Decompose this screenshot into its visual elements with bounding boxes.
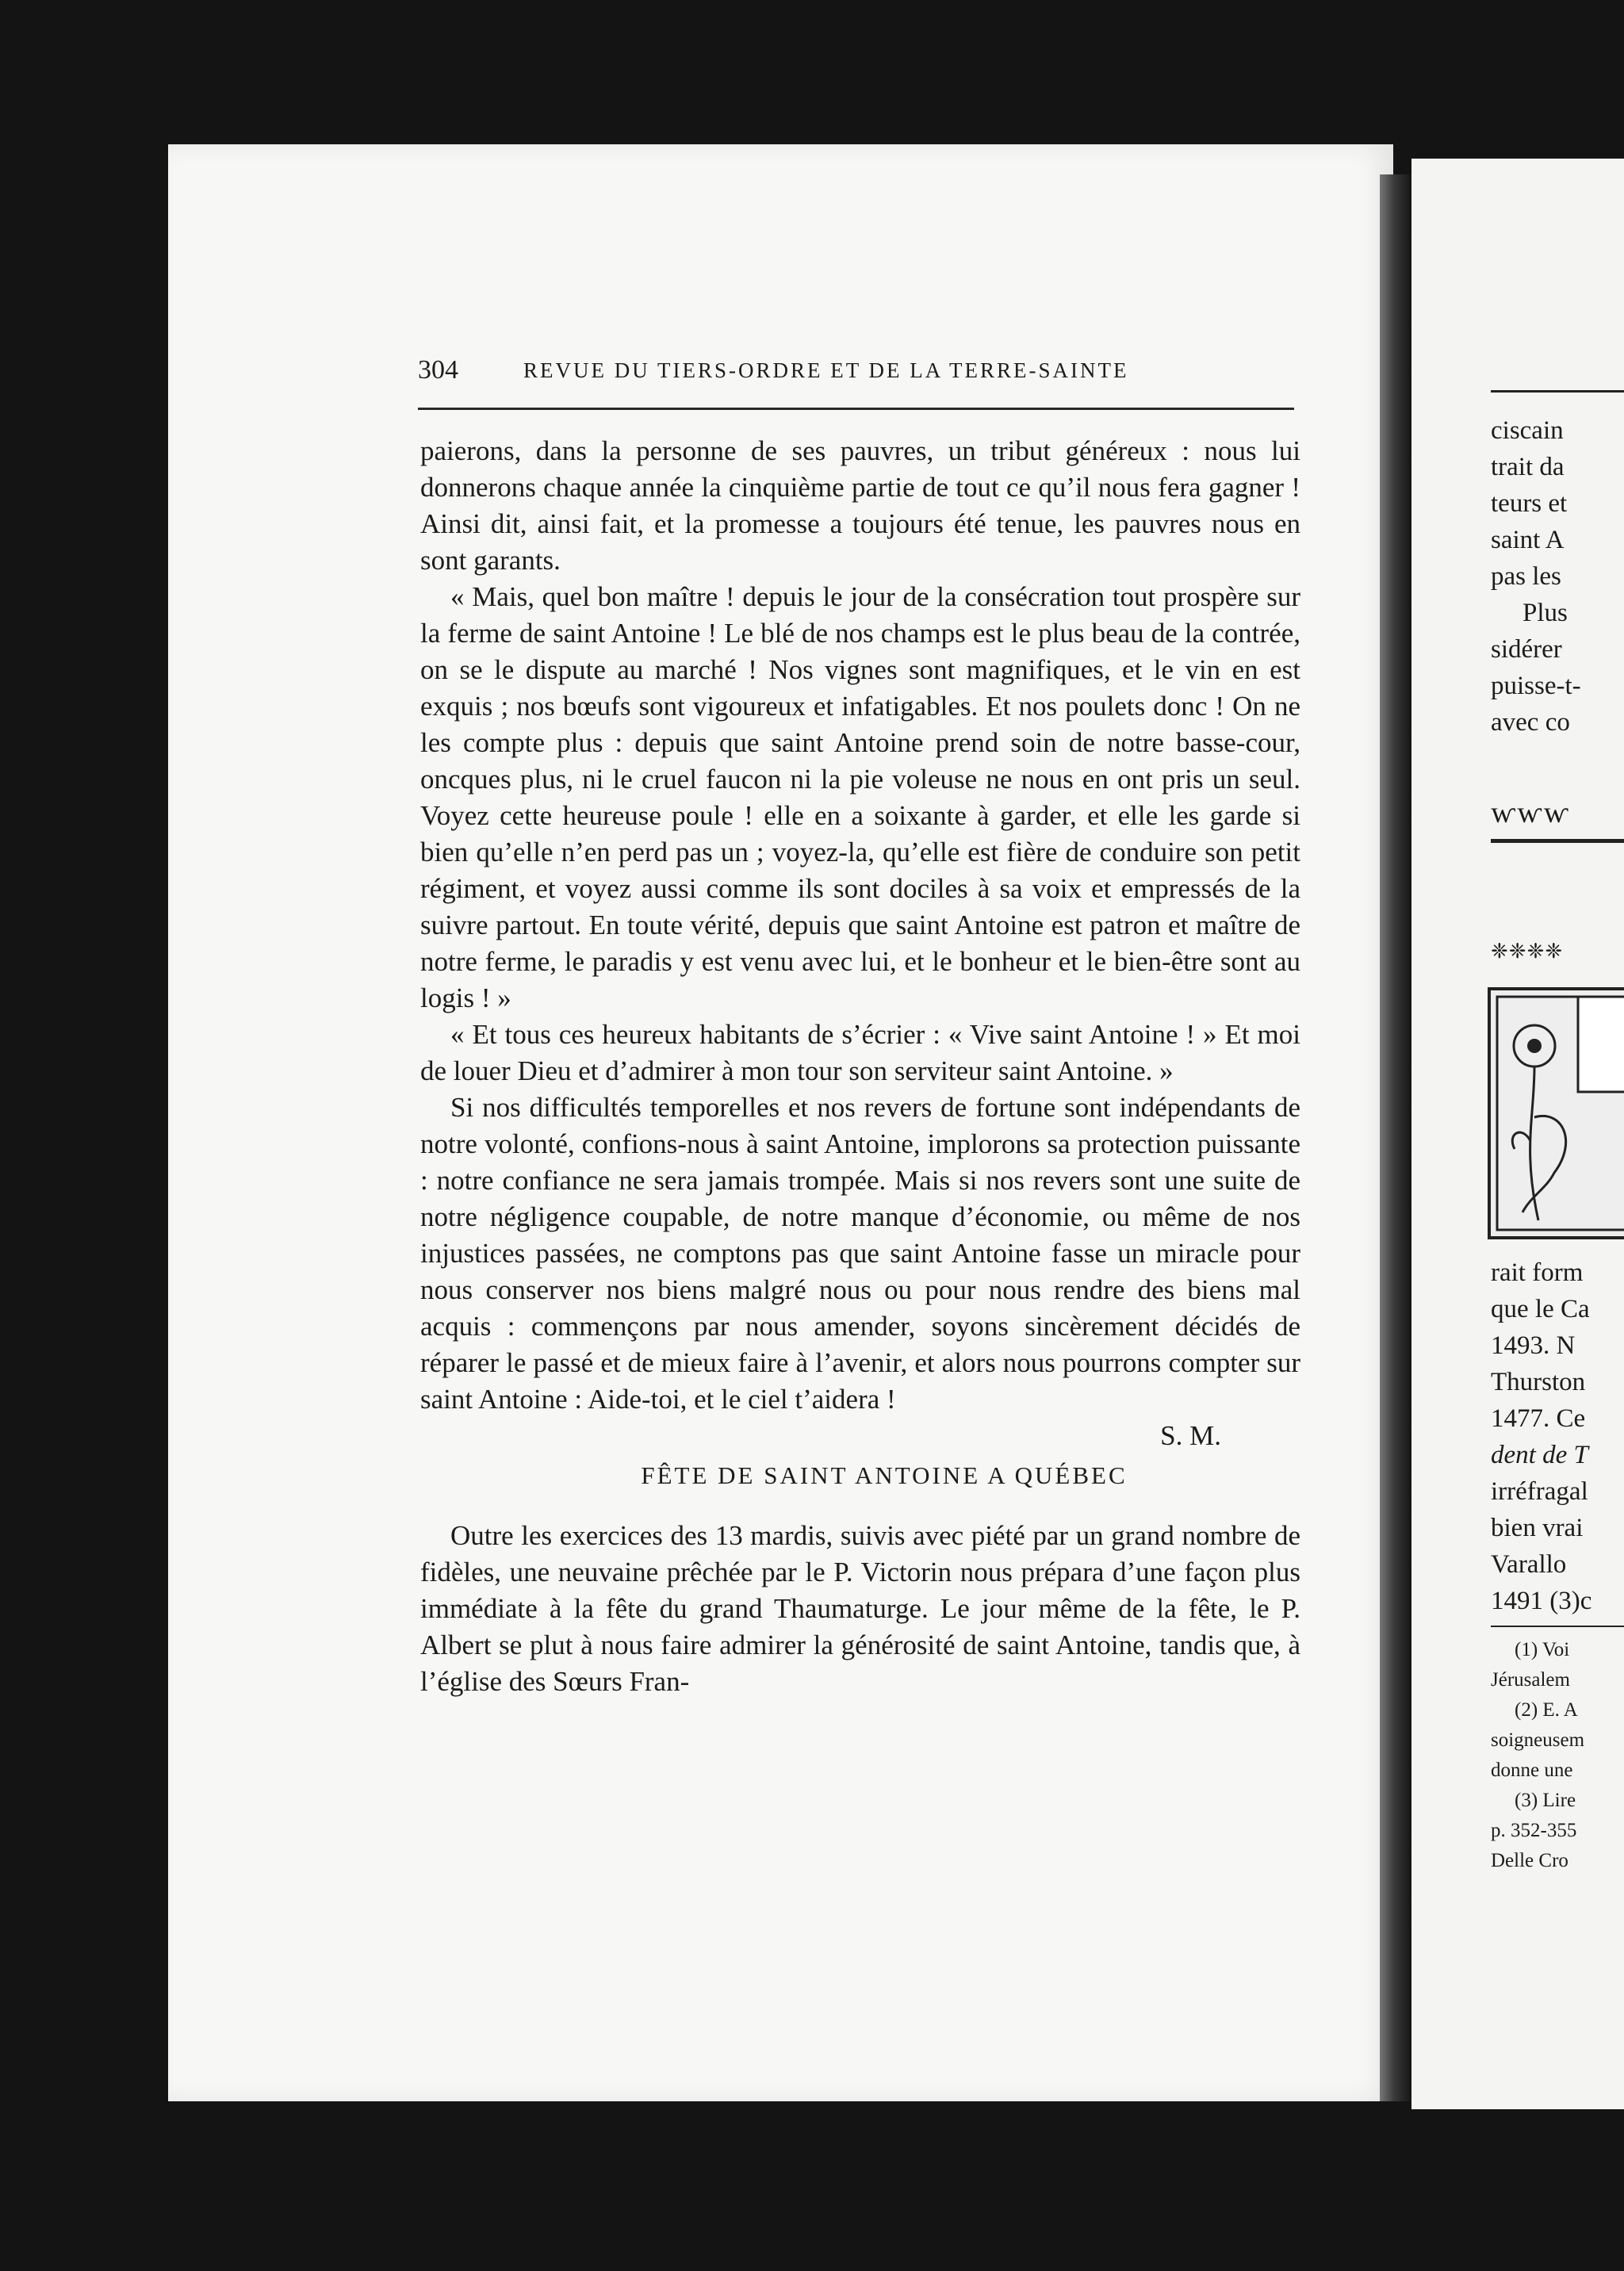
footnote-rule	[1491, 1626, 1624, 1627]
section-title: FÊTE DE SAINT ANTOINE A QUÉBEC	[641, 1461, 1128, 1489]
ornament-band: ⱳⱳⱳ	[1491, 796, 1570, 829]
right-page-line: irréfragal	[1491, 1477, 1588, 1506]
signature: S. M.	[1160, 1420, 1221, 1451]
illuminated-initial	[1488, 987, 1624, 1239]
book-gutter	[1380, 174, 1411, 2101]
right-page-line: teurs et	[1491, 489, 1568, 518]
paragraph: Si nos difficultés temporelles et nos revers de fortune sont indépendants de notre volonté, confions-nous à saint Antoine, implorons sa protection puissante : notre confiance ne sera jamais trompée. Mais si nos revers sont une suite de notre négligence coupable, de notre manque d’économie, ou même de nos injustices passées, ne comptons pas que saint Antoine fasse un miracle pour nous conserver nos biens malgré nous ou pour nous rendre des biens mal acquis : commençons par nous amender, soyons sincèrement décidés de réparer le passé et de mieux faire à l’avenir, et alors nous pourrons compter sur saint Antoine : Aide-toi, et le ciel t’aidera !	[420, 1092, 1300, 1415]
footnote-line: (2) E. A	[1515, 1699, 1578, 1721]
paragraph: paierons, dans la personne de ses pauvres, un tribut généreux : nous lui donnerons chaque année la cinquième partie de tout ce qu’il nous fera gagner ! Ainsi dit, ainsi fait, et la promesse a toujours été tenue, les pauvres nous en sont garants.	[420, 435, 1300, 576]
right-page-line: que le Ca	[1491, 1295, 1590, 1323]
right-page-line: Plus	[1522, 599, 1568, 627]
right-page-header-rule	[1491, 390, 1624, 393]
paragraph: « Et tous ces heureux habitants de s’écrier : « Vive saint Antoine ! » Et moi de louer Dieu et d’admirer à mon tour son serviteur saint Antoine. »	[420, 1019, 1300, 1086]
right-page-line: avec co	[1491, 708, 1570, 737]
page-number: 304	[418, 355, 458, 385]
footnote-line: Delle Cro	[1491, 1850, 1568, 1871]
footnote-line: (1) Voi	[1515, 1639, 1570, 1660]
ornament-rule	[1491, 839, 1624, 843]
right-page-line: Thurston	[1491, 1368, 1586, 1396]
ornament-band-small: ❈❈❈❈	[1491, 940, 1564, 963]
right-page-line: puisse-t-	[1491, 672, 1581, 700]
right-page-line: saint A	[1491, 526, 1565, 554]
footnote-line: p. 352-355	[1491, 1820, 1577, 1841]
right-page-line: trait da	[1491, 453, 1565, 481]
footnote-line: soigneusem	[1491, 1729, 1585, 1751]
footnote-line: donne une	[1491, 1760, 1573, 1781]
right-page-line: Varallo	[1491, 1550, 1567, 1579]
header-rule	[418, 408, 1294, 410]
right-page-line: sidérer	[1491, 635, 1562, 664]
right-page-line: bien vrai	[1491, 1514, 1584, 1542]
footnote-line: Jérusalem	[1491, 1669, 1570, 1691]
right-page-line: pas les	[1491, 562, 1561, 591]
right-page-line: 1491 (3)c	[1491, 1587, 1592, 1615]
footnote-line: (3) Lire	[1515, 1790, 1576, 1811]
running-header	[418, 355, 1294, 390]
right-page-line: dent de T	[1491, 1441, 1588, 1469]
right-page-line: ciscain	[1491, 416, 1564, 445]
running-title: REVUE DU TIERS-ORDRE ET DE LA TERRE-SAINTE	[523, 358, 1129, 382]
right-page	[1411, 159, 1624, 2109]
body-text	[420, 433, 1300, 1700]
paragraph: « Mais, quel bon maître ! depuis le jour de la consécration tout prospère sur la ferme de saint Antoine ! Le blé de nos champs est le plus beau de la contrée, on se le dispute au marché ! Nos vignes sont magnifiques, et le vin en est exquis ; nos bœufs sont vigoureux et infatigables. Et nos poulets donc ! On ne les compte plus : depuis que saint Antoine prend soin de notre basse-cour, oncques plus, ni le cruel faucon ni la pie voleuse ne nous en ont pris un seul. Voyez cette heureuse poule ! elle en a soixante à garder, et elle les garde si bien qu’elle n’en perd pas un ; voyez-la, qu’elle est fière de conduire son petit régiment, et voyez aussi comme ils sont dociles à sa voix et empressés de la suivre partout. En toute vérité, depuis que saint Antoine est patron et maître de notre ferme, le paradis y est venu avec lui, et le bonheur et le bien-être sont au logis ! »	[420, 581, 1300, 1013]
right-page-line: 1477. Ce	[1491, 1404, 1586, 1433]
right-page-line: rait form	[1491, 1258, 1584, 1287]
right-page-line: 1493. N	[1491, 1331, 1576, 1360]
paragraph: Outre les exercices des 13 mardis, suivis avec piété par un grand nombre de fidèles, une neuvaine prêchée par le P. Victorin nous prépara d’une façon plus immédiate à la fête du grand Thaumaturge. Le jour même de la fête, le P. Albert se plut à nous faire admirer la générosité de saint Antoine, tandis que, à l’église des Sœurs Fran-	[420, 1520, 1300, 1697]
floral-ornament-icon	[1491, 990, 1624, 1236]
